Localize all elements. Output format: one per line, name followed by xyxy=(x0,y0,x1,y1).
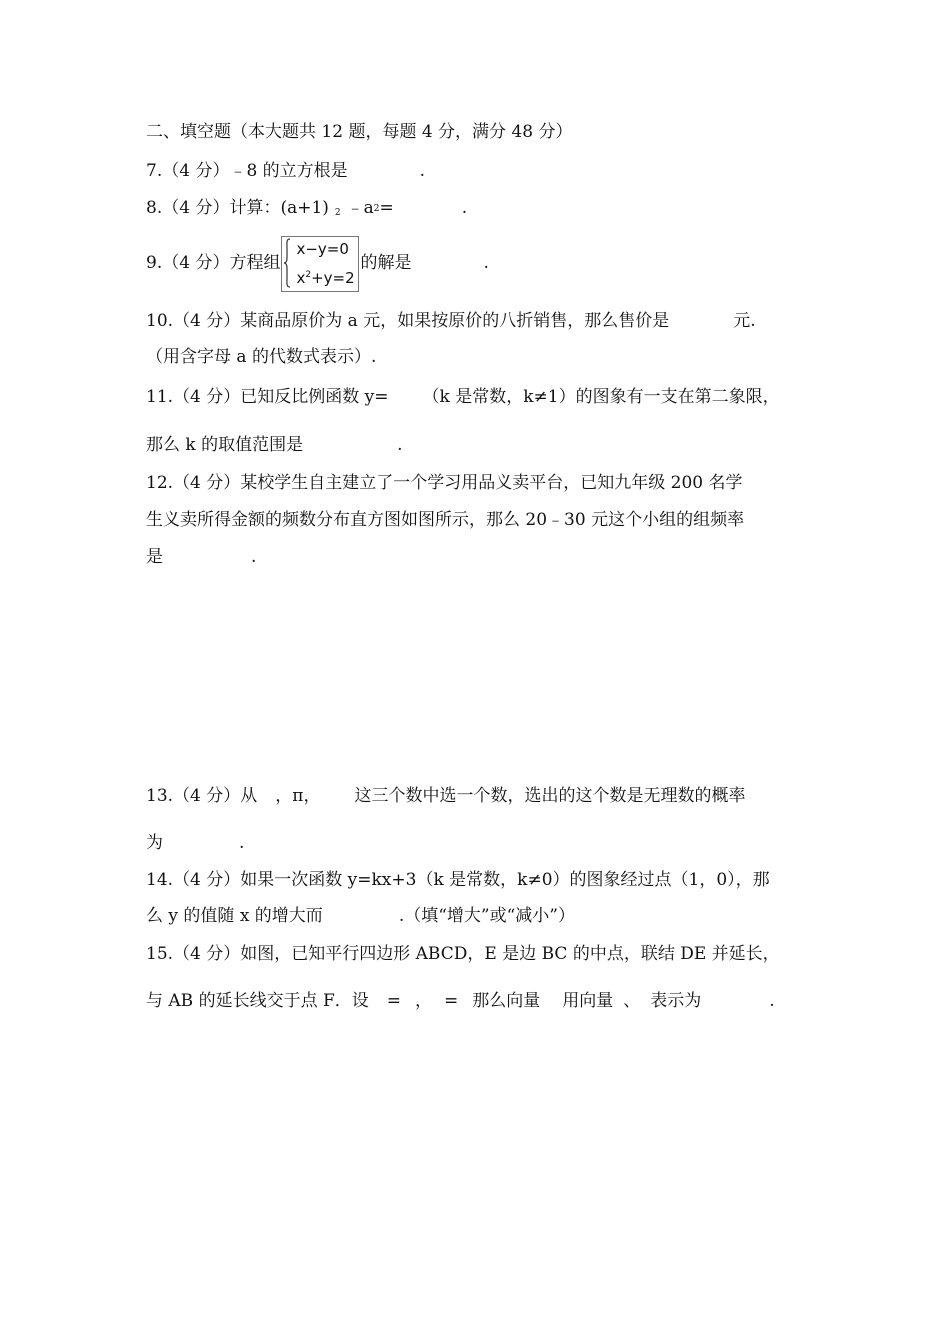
q8-exponent-2: 2 xyxy=(373,204,380,214)
q12-line3-text: 是 xyxy=(146,547,163,567)
section-heading: 二、填空题（本大题共 12 题，每题 4 分，满分 48 分） xyxy=(146,122,573,142)
equation-2-x: x xyxy=(296,268,306,287)
q11-text-a: 11.（4 分）已知反比例函数 y= xyxy=(146,387,389,407)
left-brace-icon xyxy=(283,237,291,289)
question-13-line-1 xyxy=(146,785,745,807)
question-10-line-2: （用含字母 a 的代数式表示）. xyxy=(146,347,377,367)
q9-after-text: 的解是 xyxy=(360,253,412,273)
equation-1: x−y=0 xyxy=(296,239,349,258)
question-9 xyxy=(146,235,489,292)
question-12-line-2: 生义卖所得金额的频数分布直方图如图所示，那么 20﹣30 元这个小组的组频率 xyxy=(146,510,745,530)
question-8 xyxy=(146,197,467,224)
equation-2-rest: +y=2 xyxy=(311,268,355,287)
question-11-line-2 xyxy=(146,434,403,456)
q15-comma: ， xyxy=(415,991,433,1011)
q15-equals-2: = xyxy=(444,991,459,1011)
q15-text-a: 与 AB 的延长线交于点 F．设 xyxy=(146,991,369,1011)
q14-line2-text: 么 y 的值随 x 的增大而 xyxy=(146,906,323,926)
q11-period: . xyxy=(397,435,403,455)
q13-text-b: ，π， xyxy=(275,786,321,806)
q15-text-g: 、 xyxy=(623,991,641,1011)
question-11-line-1 xyxy=(146,386,780,408)
q7-period: . xyxy=(419,161,426,181)
q8-period: . xyxy=(461,198,468,218)
q8-text: 8.（4 分）计算：(a+1) xyxy=(146,198,329,218)
question-10-line-1 xyxy=(146,310,756,332)
question-12-line-1: 12.（4 分）某校学生自主建立了一个学习用品义卖平台，已知九年级 200 名学 xyxy=(146,473,743,493)
q8-equals: = xyxy=(379,198,394,218)
question-14-line-2 xyxy=(146,905,575,927)
q14-fill-hint: .（填“增大”或“减小”） xyxy=(398,906,575,926)
equation-system-image xyxy=(281,236,359,292)
q13-text-c: 这三个数中选一个数，选出的这个数是无理数的概率 xyxy=(354,786,746,806)
q15-text-e: 那么向量 xyxy=(472,991,541,1011)
q11-line2-text: 那么 k 的取值范围是 xyxy=(146,435,304,455)
q15-period: . xyxy=(769,991,775,1011)
q12-period: . xyxy=(251,547,257,567)
question-15-line-1: 15.（4 分）如图，已知平行四边形 ABCD，E 是边 BC 的中点，联结 DE 并延长， xyxy=(146,944,780,964)
question-7 xyxy=(146,160,425,182)
q11-text-b: （k 是常数，k≠1）的图象有一支在第二象限， xyxy=(422,387,780,407)
question-12-line-3 xyxy=(146,546,256,568)
q15-text-h: 表示为 xyxy=(650,991,702,1011)
q8-minus-a: ﹣a xyxy=(346,198,374,218)
q13-text-a: 13.（4 分）从 xyxy=(146,786,258,806)
equation-2-exponent: 2 xyxy=(305,269,312,280)
q15-text-f: 用向量 xyxy=(562,991,614,1011)
question-15-line-2 xyxy=(146,990,775,1012)
equation-2 xyxy=(296,266,354,287)
q10-text: 10.（4 分）某商品原价为 a 元，如果按原价的八折销售，那么售价是 xyxy=(146,311,670,331)
q13-line2-text: 为 xyxy=(146,833,163,853)
q15-equals-1: = xyxy=(386,991,402,1011)
q7-text: 7.（4 分）﹣8 的立方根是 xyxy=(146,161,348,181)
question-13-line-2 xyxy=(146,832,244,854)
q8-exponent-1: 2 xyxy=(334,208,341,218)
q9-text: 9.（4 分）方程组 xyxy=(146,253,281,273)
q9-period: . xyxy=(483,253,489,273)
q13-period: . xyxy=(239,833,245,853)
q10-unit: 元. xyxy=(733,311,756,331)
question-14-line-1: 14.（4 分）如果一次函数 y=kx+3（k 是常数，k≠0）的图象经过点（1，0），那 xyxy=(146,870,770,890)
